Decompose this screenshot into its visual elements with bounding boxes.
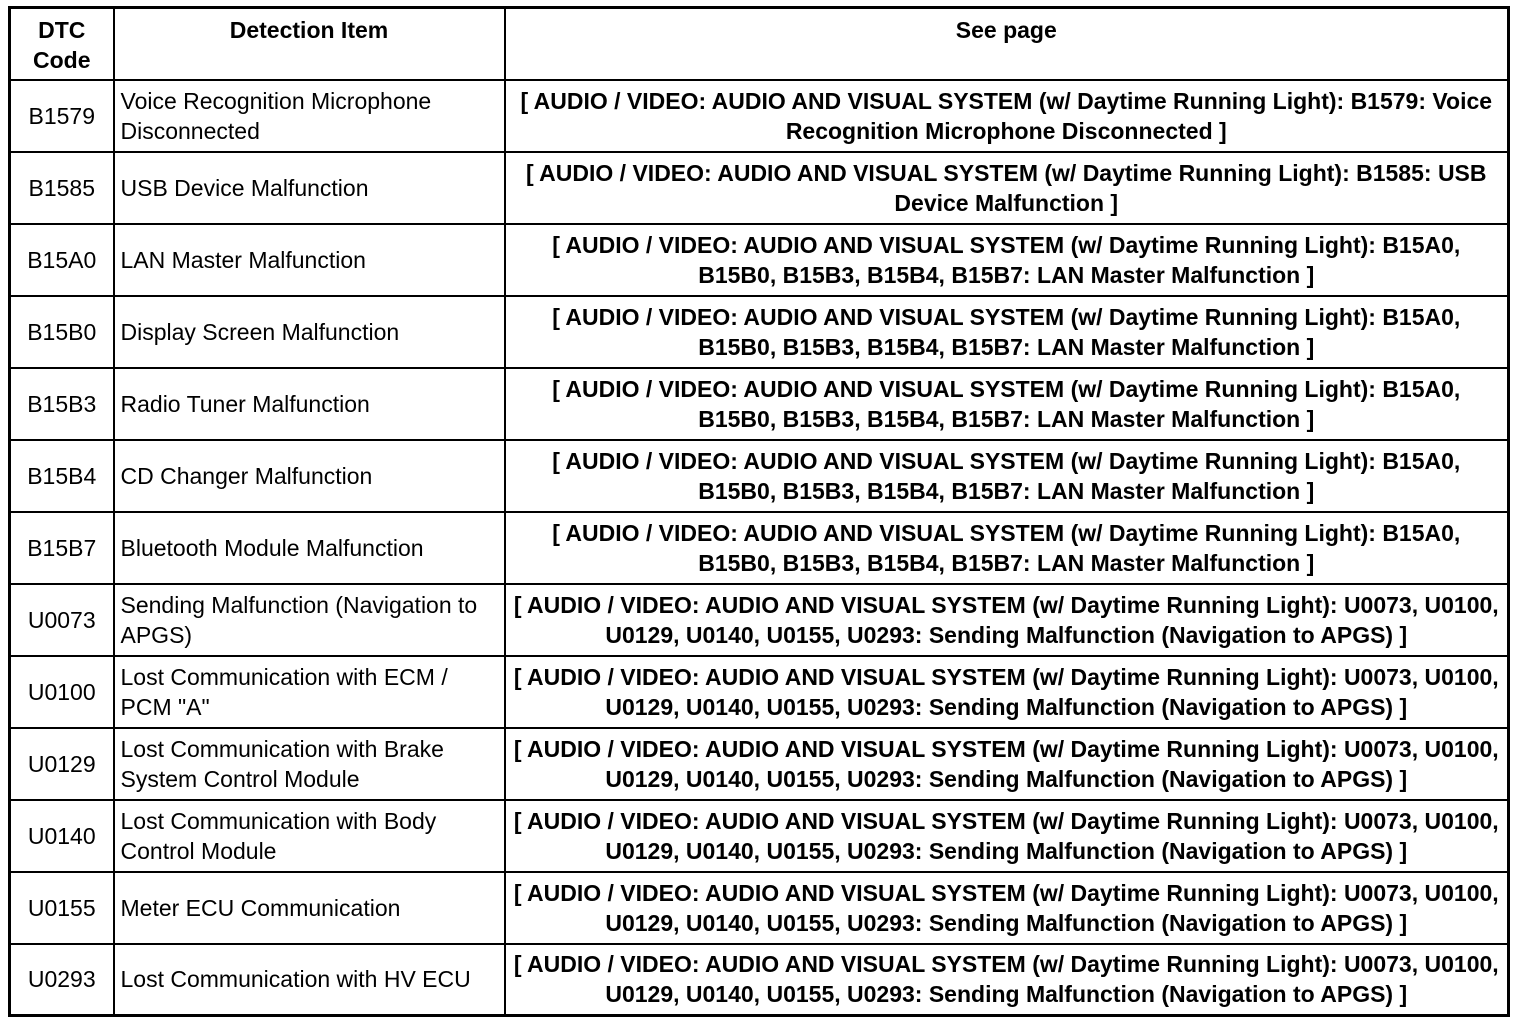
table-body	[10, 80, 1509, 1016]
detection-item-cell: Bluetooth Module Malfunction	[114, 512, 505, 584]
table-row	[10, 368, 1509, 440]
dtc-code-cell: U0155	[10, 872, 114, 944]
dtc-code-cell: U0129	[10, 728, 114, 800]
detection-item-cell: Lost Communication with Body Control Module	[114, 800, 505, 872]
detection-item-cell: LAN Master Malfunction	[114, 224, 505, 296]
table-row	[10, 152, 1509, 224]
detection-item-cell: Radio Tuner Malfunction	[114, 368, 505, 440]
detection-item-cell: Sending Malfunction (Navigation to APGS)	[114, 584, 505, 656]
detection-item-cell: Lost Communication with HV ECU	[114, 944, 505, 1016]
table-row	[10, 728, 1509, 800]
table-row	[10, 584, 1509, 656]
see-page-link[interactable]: [ AUDIO / VIDEO: AUDIO AND VISUAL SYSTEM (w/ Daytime Running Light): U0073, U0100, U0129, U0140, U0155, U0293: Sending Malfunction (Navigation to APGS) ]	[505, 584, 1509, 656]
table-row	[10, 80, 1509, 152]
table-row	[10, 800, 1509, 872]
detection-item-cell: USB Device Malfunction	[114, 152, 505, 224]
detection-item-cell: Display Screen Malfunction	[114, 296, 505, 368]
dtc-code-cell: U0100	[10, 656, 114, 728]
table-row	[10, 512, 1509, 584]
see-page-link[interactable]: [ AUDIO / VIDEO: AUDIO AND VISUAL SYSTEM (w/ Daytime Running Light): B1585: USB Device Malfunction ]	[505, 152, 1509, 224]
header-row	[10, 8, 1509, 80]
dtc-code-cell: B1579	[10, 80, 114, 152]
detection-item-cell: Meter ECU Communication	[114, 872, 505, 944]
dtc-code-cell: B15B4	[10, 440, 114, 512]
table-row	[10, 296, 1509, 368]
table-row	[10, 944, 1509, 1016]
table-row	[10, 656, 1509, 728]
see-page-link[interactable]: [ AUDIO / VIDEO: AUDIO AND VISUAL SYSTEM (w/ Daytime Running Light): U0073, U0100, U0129, U0140, U0155, U0293: Sending Malfunction (Navigation to APGS) ]	[505, 728, 1509, 800]
dtc-table	[8, 6, 1510, 1017]
dtc-code-cell: B1585	[10, 152, 114, 224]
header-detection-item: Detection Item	[114, 8, 505, 80]
detection-item-cell: CD Changer Malfunction	[114, 440, 505, 512]
see-page-link[interactable]: [ AUDIO / VIDEO: AUDIO AND VISUAL SYSTEM (w/ Daytime Running Light): B15A0, B15B0, B15B3, B15B4, B15B7: LAN Master Malfunction ]	[505, 224, 1509, 296]
table-row	[10, 872, 1509, 944]
see-page-link[interactable]: [ AUDIO / VIDEO: AUDIO AND VISUAL SYSTEM (w/ Daytime Running Light): B15A0, B15B0, B15B3, B15B4, B15B7: LAN Master Malfunction ]	[505, 296, 1509, 368]
see-page-link[interactable]: [ AUDIO / VIDEO: AUDIO AND VISUAL SYSTEM (w/ Daytime Running Light): U0073, U0100, U0129, U0140, U0155, U0293: Sending Malfunction (Navigation to APGS) ]	[505, 800, 1509, 872]
see-page-link[interactable]: [ AUDIO / VIDEO: AUDIO AND VISUAL SYSTEM (w/ Daytime Running Light): U0073, U0100, U0129, U0140, U0155, U0293: Sending Malfunction (Navigation to APGS) ]	[505, 944, 1509, 1016]
see-page-link[interactable]: [ AUDIO / VIDEO: AUDIO AND VISUAL SYSTEM (w/ Daytime Running Light): B1579: Voice Recognition Microphone Disconnected ]	[505, 80, 1509, 152]
header-see-page: See page	[505, 8, 1509, 80]
dtc-code-cell: B15A0	[10, 224, 114, 296]
dtc-code-cell: U0073	[10, 584, 114, 656]
detection-item-cell: Lost Communication with Brake System Control Module	[114, 728, 505, 800]
see-page-link[interactable]: [ AUDIO / VIDEO: AUDIO AND VISUAL SYSTEM (w/ Daytime Running Light): B15A0, B15B0, B15B3, B15B4, B15B7: LAN Master Malfunction ]	[505, 368, 1509, 440]
header-dtc-code: DTC Code	[10, 8, 114, 80]
dtc-code-cell: B15B0	[10, 296, 114, 368]
table-row	[10, 224, 1509, 296]
dtc-code-cell: B15B7	[10, 512, 114, 584]
detection-item-cell: Voice Recognition Microphone Disconnected	[114, 80, 505, 152]
detection-item-cell: Lost Communication with ECM / PCM "A"	[114, 656, 505, 728]
see-page-link[interactable]: [ AUDIO / VIDEO: AUDIO AND VISUAL SYSTEM (w/ Daytime Running Light): B15A0, B15B0, B15B3, B15B4, B15B7: LAN Master Malfunction ]	[505, 512, 1509, 584]
table-row	[10, 440, 1509, 512]
dtc-code-cell: B15B3	[10, 368, 114, 440]
see-page-link[interactable]: [ AUDIO / VIDEO: AUDIO AND VISUAL SYSTEM (w/ Daytime Running Light): B15A0, B15B0, B15B3, B15B4, B15B7: LAN Master Malfunction ]	[505, 440, 1509, 512]
see-page-link[interactable]: [ AUDIO / VIDEO: AUDIO AND VISUAL SYSTEM (w/ Daytime Running Light): U0073, U0100, U0129, U0140, U0155, U0293: Sending Malfunction (Navigation to APGS) ]	[505, 872, 1509, 944]
dtc-code-cell: U0293	[10, 944, 114, 1016]
dtc-code-cell: U0140	[10, 800, 114, 872]
see-page-link[interactable]: [ AUDIO / VIDEO: AUDIO AND VISUAL SYSTEM (w/ Daytime Running Light): U0073, U0100, U0129, U0140, U0155, U0293: Sending Malfunction (Navigation to APGS) ]	[505, 656, 1509, 728]
